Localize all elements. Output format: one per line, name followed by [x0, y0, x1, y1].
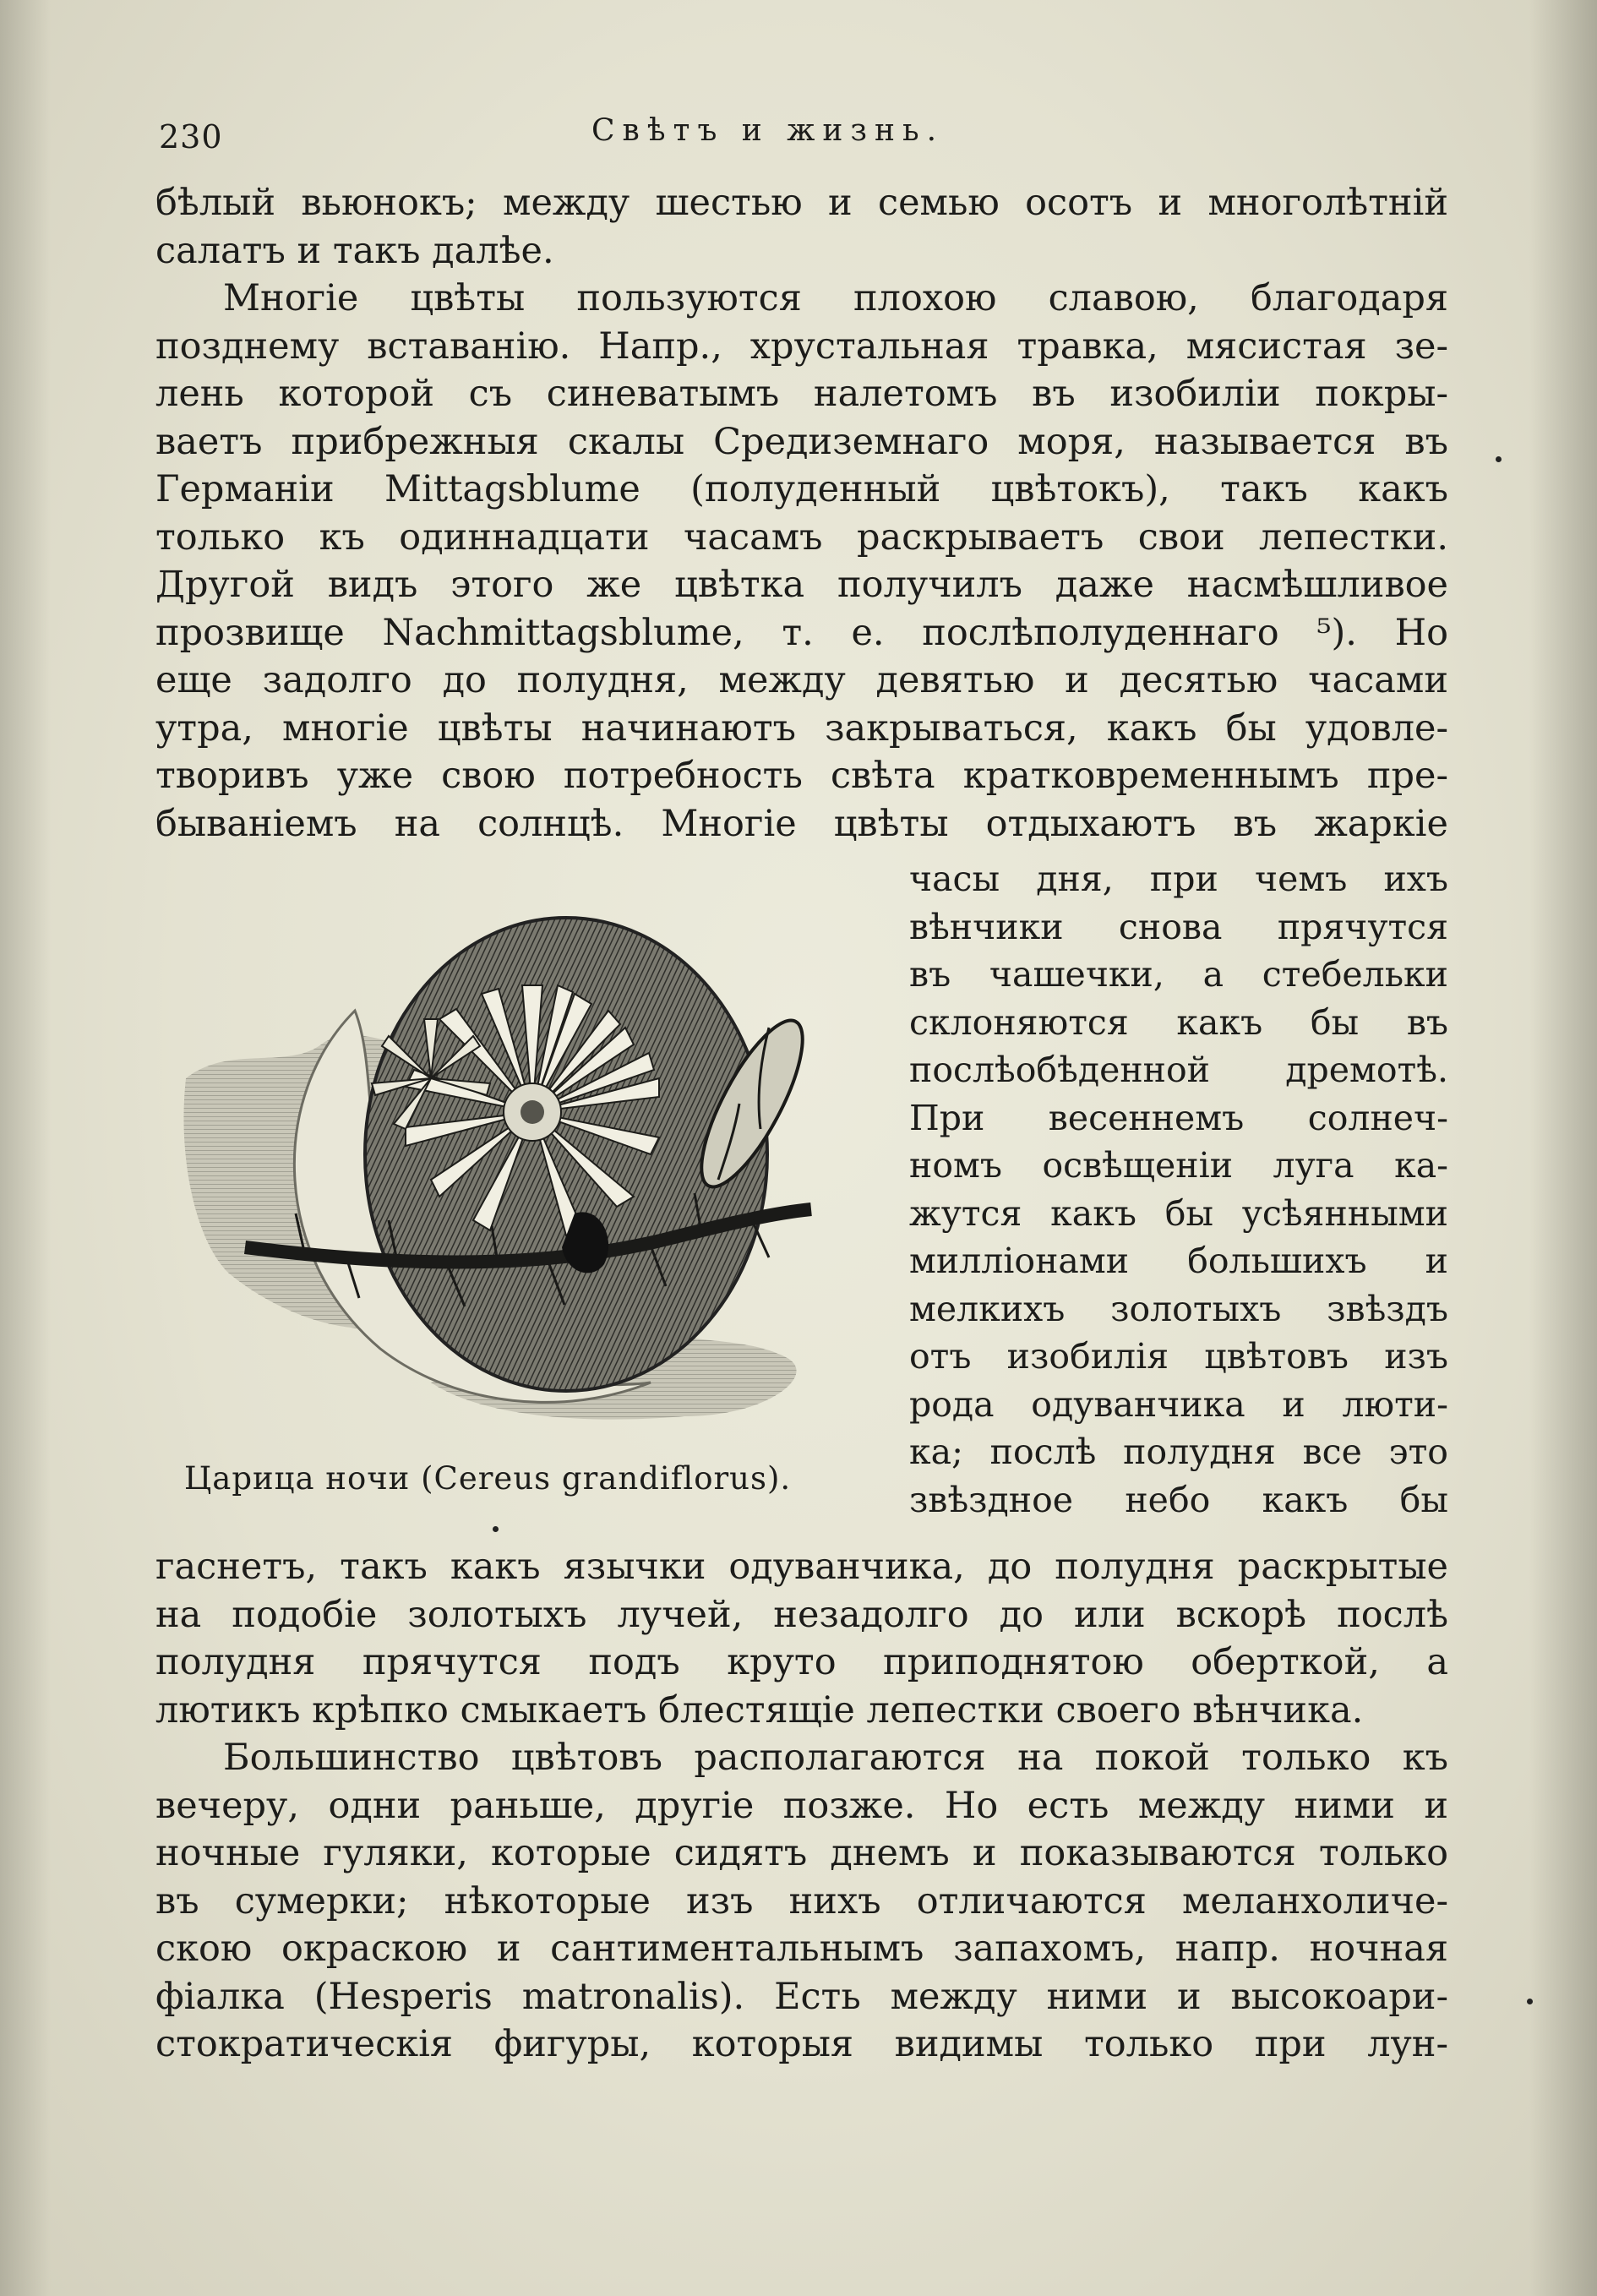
- text-line: При весеннемъ солнеч-: [909, 1097, 1448, 1138]
- ink-speck: [1527, 1999, 1533, 2004]
- figure-caption: Царица ночи (Cereus grandiflorus).: [184, 1460, 792, 1497]
- text-line: отъ изобилія цвѣтовъ изъ: [909, 1336, 1448, 1377]
- text-line: рода одуванчика и люти-: [909, 1383, 1448, 1425]
- text-line: въ чашечки, а стебельки: [909, 954, 1448, 995]
- text-block-bottom: [155, 1543, 1448, 2069]
- text-line: прозвище Nachmittagsblume, т. е. послѣполуденнаго ⁵). Но: [155, 611, 1448, 654]
- text-line: позднему вставанію. Напр., хрустальная травка, мясистая зе-: [155, 324, 1448, 368]
- text-line: Другой видъ этого же цвѣтка получилъ даже насмѣшливое: [155, 564, 1448, 606]
- text-line: ка; послѣ полудня все это: [909, 1432, 1448, 1472]
- text-line: гаснетъ, такъ какъ язычки одуванчика, до полудня раскрытые: [155, 1546, 1448, 1588]
- page-number: 230: [159, 118, 223, 155]
- text-line: фіалка (Hesperis matronalis). Есть между ними и высокоари-: [155, 1975, 1448, 2018]
- page-edge-shadow-right: [1529, 0, 1597, 2296]
- text-line: склоняются какъ бы въ: [909, 1001, 1448, 1043]
- text-line: звѣздное небо какъ бы: [909, 1479, 1448, 1520]
- text-line: лень которой съ синеватымъ налетомъ въ изобиліи покры-: [155, 373, 1448, 415]
- text-line: творивъ уже свою потребность свѣта кратковременнымъ пре-: [155, 755, 1448, 797]
- text-line: стократическія фигуры, которыя видимы только при лун-: [155, 2023, 1448, 2065]
- text-line: часы дня, при чемъ ихъ: [909, 859, 1448, 899]
- text-line: жутся какъ бы усѣянными: [909, 1192, 1448, 1234]
- ink-speck: [493, 1526, 499, 1532]
- text-line: вѣнчики снова прячутся: [909, 906, 1448, 947]
- text-line: быванiемъ на солнцѣ. Многіе цвѣты отдыхаютъ въ жаркіе: [155, 802, 1448, 845]
- text-line: Многіе цвѣты пользуются плохою славою, благодаря: [223, 277, 1448, 319]
- text-line: ночные гуляки, которые сидятъ днемъ и показываются только: [155, 1832, 1448, 1874]
- text-block-side: [909, 855, 1448, 1524]
- ink-speck: [1496, 456, 1502, 462]
- engraving-illustration: [177, 875, 870, 1433]
- text-line: милліонами большихъ и: [909, 1241, 1448, 1281]
- text-line: полудня прячутся подъ круто приподнятою оберткой, а: [155, 1641, 1448, 1683]
- cereus-flower-engraving-icon: [177, 875, 870, 1433]
- text-line: Германіи Mittagsblume (полуденный цвѣтокъ), такъ какъ: [155, 468, 1448, 510]
- text-line: въ сумерки; нѣкоторые изъ нихъ отличаются меланхоличе-: [155, 1879, 1448, 1922]
- page-edge-shadow-left: [0, 0, 51, 2296]
- text-line: лютикъ крѣпко смыкаетъ блестящіе лепестки своего вѣнчика.: [155, 1688, 1364, 1732]
- text-block-top: [155, 179, 1448, 848]
- text-line: Большинство цвѣтовъ располагаются на покой только къ: [223, 1737, 1448, 1779]
- text-line: на подобіе золотыхъ лучей, незадолго до или вскорѣ послѣ: [155, 1593, 1448, 1636]
- running-head: Свѣтъ и жизнь.: [591, 113, 945, 148]
- text-line: утра, многіе цвѣты начинаютъ закрываться, какъ бы удовле-: [155, 706, 1448, 750]
- text-line: послѣобѣденной дремотѣ.: [909, 1050, 1448, 1090]
- text-line: бѣлый вьюнокъ; между шестью и семью осотъ и многолѣтній: [155, 182, 1448, 224]
- text-line: вечеру, одни раньше, другіе позже. Но есть между ними и: [155, 1784, 1448, 1827]
- text-line: салатъ и такъ далѣе.: [155, 229, 554, 272]
- text-line: ваетъ прибрежныя скалы Средиземнаго моря, называется въ: [155, 420, 1448, 463]
- text-line: только къ одиннадцати часамъ раскрываетъ свои лепестки.: [155, 515, 1448, 559]
- text-line: мелкихъ золотыхъ звѣздъ: [909, 1288, 1448, 1329]
- text-line: номъ освѣщеніи луга ка-: [909, 1145, 1448, 1186]
- text-line: скою окраскою и сантиментальнымъ запахомъ, напр. ночная: [155, 1928, 1448, 1970]
- text-line: еще задолго до полудня, между девятью и десятью часами: [155, 659, 1448, 701]
